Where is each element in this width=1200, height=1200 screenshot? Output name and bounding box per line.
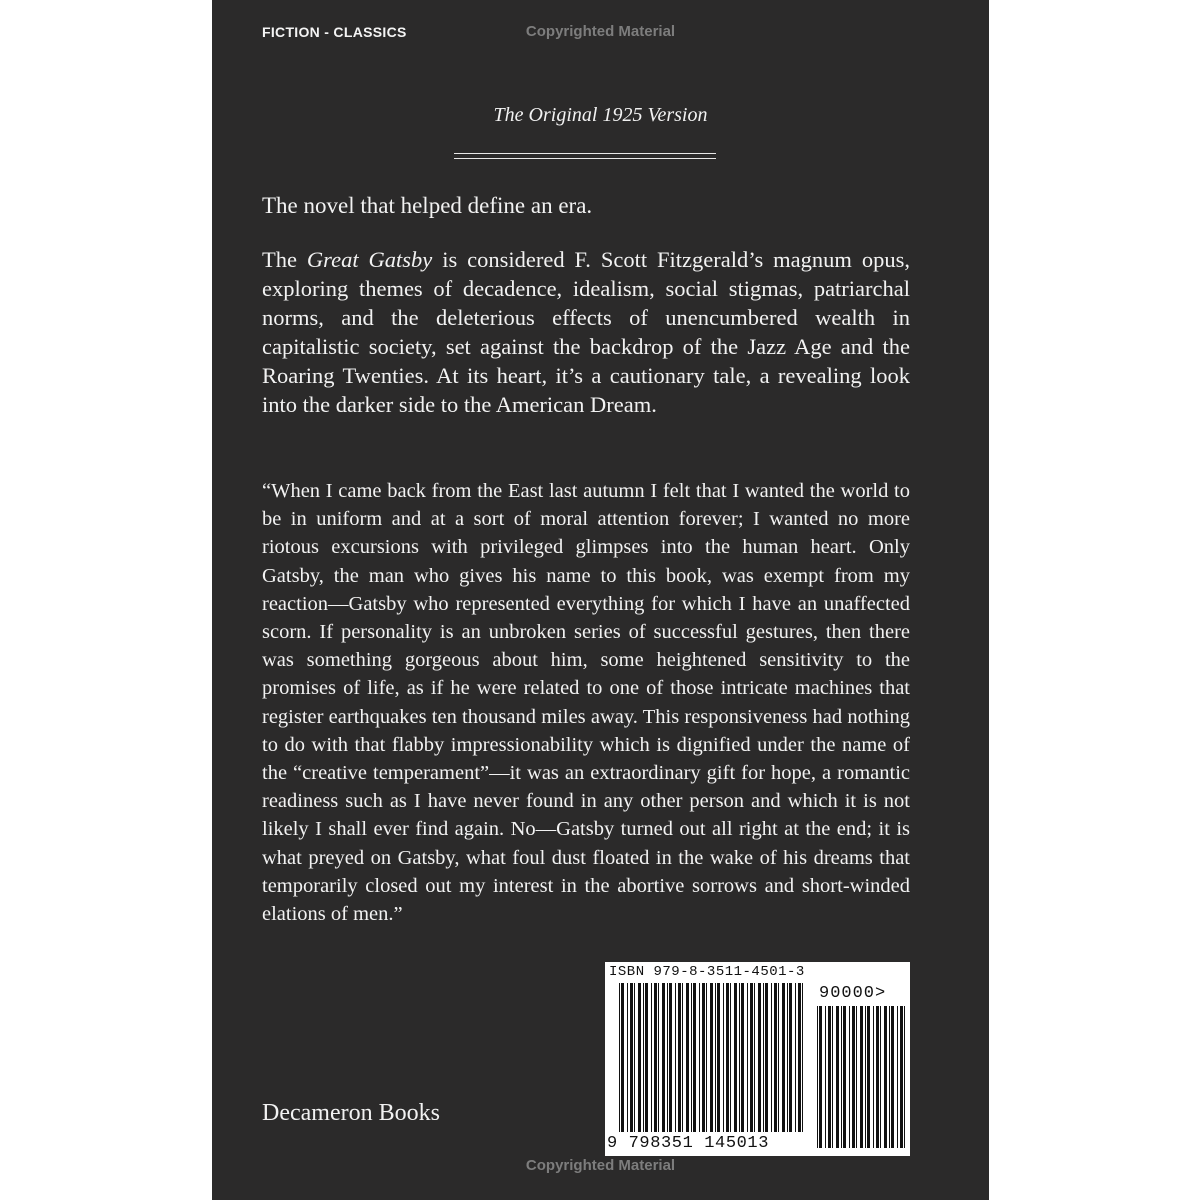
- isbn-barcode: [605, 962, 910, 1156]
- watermark-top: Copyrighted Material: [525, 23, 676, 40]
- isbn-label: ISBN 979-8-3511-4501-3: [609, 964, 805, 980]
- edition-subtitle: The Original 1925 Version: [493, 104, 708, 126]
- back-cover: [212, 0, 989, 1200]
- category-label: FICTION - CLASSICS: [262, 24, 407, 40]
- summary-intro: The: [262, 247, 307, 272]
- tagline: The novel that helped define an era.: [262, 193, 593, 218]
- excerpt-quote: “When I came back from the East last autumn I felt that I wanted the world to be in uniform and at a sort of moral attention forever; I wanted no more riotous excursions with privileged glimpses into the human heart. Only Gatsby, the man who gives his name to this book, was exempt from my reaction—Gatsby who represented everything for which I have an unaffected scorn. If personality is an unbroken series of successful gestures, then there was something gorgeous about him, some heightened sensitivity to the promises of life, as if he were related to one of those intricate machines that register earthquakes ten thousand miles away. This responsiveness had nothing to do with that flabby impressionability which is dignified under the name of the “creative temperament”—it was an extraordinary gift for hope, a romantic readiness such as I have never found in any other person and which it is not likely I shall ever find again. No—Gatsby turned out all right at the end; it is what preyed on Gatsby, what foul dust floated in the wake of his dreams that temporarily closed out my interest in the abortive sorrows and short-winded elations of men.”: [262, 480, 910, 926]
- ean-digits: 9 798351 145013: [607, 1134, 770, 1153]
- watermark-bottom: Copyrighted Material: [525, 1157, 676, 1174]
- divider-line: [454, 158, 716, 159]
- summary-text: is considered F. Scott Fitzgerald’s magnum opus, exploring themes of decadence, idealism, social stigmas, patriarchal norms, and the deleterious effects of unencumbered wealth in capitalistic society, set against the backdrop of the Jazz Age and the Roaring Twenties. At its heart, it’s a cautionary tale, a revealing look into the darker side to the American Dream.: [262, 247, 910, 417]
- book-title: Great Gatsby: [306, 247, 433, 272]
- publisher-name: Decameron Books: [262, 1100, 440, 1126]
- divider-line: [454, 153, 716, 154]
- summary-paragraph: [262, 245, 910, 419]
- price-code: 90000>: [819, 984, 887, 1003]
